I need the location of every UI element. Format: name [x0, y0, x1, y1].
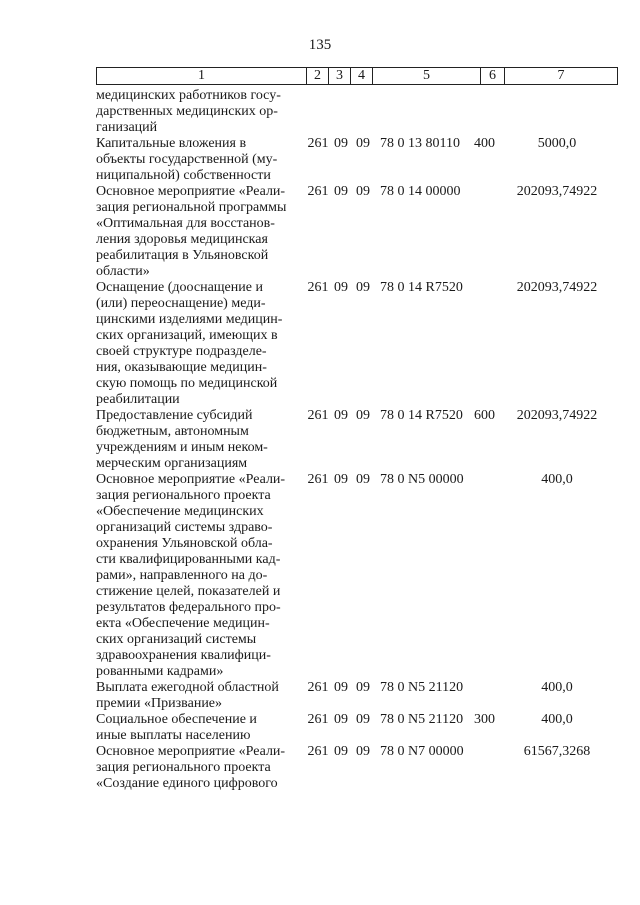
- row-section: [330, 88, 352, 136]
- page-number: 135: [308, 37, 332, 53]
- row-name: Предоставление субсидий бюджетным, автономным учреждениям и иным неком- мерческим организациям: [96, 408, 268, 471]
- column-header-4: 4: [351, 68, 373, 84]
- table-body: [96, 88, 618, 792]
- row-amount: 400,0: [541, 680, 573, 695]
- row-subsection: 09: [356, 680, 370, 695]
- column-header-5: 5: [373, 68, 481, 84]
- row-target-article: 78 0 N5 21120: [380, 712, 464, 727]
- row-name: Оснащение (дооснащение и (или) переоснащение) меди- цинскими изделиями медицин- ских организаций, имеющих в своей структуре подразделе- ния, оказывающие медицин- скую помощь по медицинской реабилитации: [96, 280, 283, 407]
- table-row: [96, 712, 618, 744]
- row-amount: 5000,0: [537, 136, 577, 151]
- row-target-article: 78 0 N5 00000: [380, 472, 464, 487]
- row-ministry-code: 261: [307, 680, 329, 695]
- row-expense-type: 600: [474, 408, 495, 423]
- row-section: 09: [334, 744, 348, 759]
- row-name: Выплата ежегодной областной премии «Призвание»: [96, 680, 279, 711]
- row-expense-type: 300: [474, 712, 495, 727]
- row-expense-type: [474, 680, 496, 712]
- row-name: медицинских работников госу- дарственных медицинских ор- ганизаций: [96, 88, 281, 135]
- row-subsection: 09: [356, 136, 370, 151]
- table-row: [96, 136, 618, 184]
- row-name: Основное мероприятие «Реали- зация регионального проекта «Создание единого цифрового: [96, 744, 286, 791]
- row-expense-type: [474, 184, 496, 280]
- row-subsection: [352, 88, 374, 136]
- row-amount: 400,0: [541, 712, 573, 727]
- row-ministry-code: 261: [307, 136, 329, 151]
- row-section: 09: [334, 408, 348, 423]
- row-subsection: 09: [356, 184, 370, 199]
- row-amount: 202093,74922: [516, 184, 598, 199]
- row-target-article: 78 0 N5 21120: [380, 680, 464, 695]
- column-header-2: 2: [307, 68, 329, 84]
- row-expense-type: [474, 280, 496, 408]
- row-amount: 202093,74922: [516, 280, 598, 295]
- row-target-article: 78 0 14 R7520: [380, 408, 463, 423]
- table-header: [96, 67, 618, 85]
- row-ministry-code: 261: [307, 184, 329, 199]
- row-ministry-code: 261: [307, 712, 329, 727]
- row-amount: [496, 88, 618, 136]
- row-ministry-code: 261: [307, 744, 329, 759]
- table-row: [96, 280, 618, 408]
- row-expense-type: [474, 88, 496, 136]
- row-target-article: 78 0 14 R7520: [380, 280, 463, 295]
- row-amount: 400,0: [541, 472, 573, 487]
- row-subsection: 09: [356, 712, 370, 727]
- row-name: Социальное обеспечение и иные выплаты населению: [96, 712, 257, 743]
- row-section: 09: [334, 472, 348, 487]
- row-target-article: 78 0 N7 00000: [380, 744, 464, 759]
- row-expense-type: 400: [474, 136, 495, 151]
- table-row: [96, 408, 618, 472]
- row-subsection: 09: [356, 408, 370, 423]
- row-ministry-code: 261: [307, 472, 329, 487]
- row-target-article: 78 0 13 80110: [380, 136, 460, 151]
- row-section: 09: [334, 680, 348, 695]
- row-amount: 202093,74922: [516, 408, 598, 423]
- row-name: Основное мероприятие «Реали- зация регионального проекта «Обеспечение медицинских организаций системы здраво- охранения Ульяновской обла- сти квалифицированными кад- рами», направленного на до- стижение целей, показателей и результатов федерального про- екта «Обеспечение медицин- ских организаций системы здравоохранения квалифици- рованными кадрами»: [96, 472, 286, 679]
- column-header-7: 7: [557, 68, 565, 83]
- column-header-3: 3: [329, 68, 351, 84]
- row-subsection: 09: [356, 472, 370, 487]
- row-expense-type: [474, 744, 496, 792]
- row-subsection: 09: [356, 744, 370, 759]
- column-header-6: 6: [481, 68, 505, 84]
- row-ministry-code: 261: [307, 408, 329, 423]
- row-section: 09: [334, 184, 348, 199]
- row-ministry-code: 261: [307, 280, 329, 295]
- row-section: 09: [334, 136, 348, 151]
- row-name: Капитальные вложения в объекты государственной (му- ниципальной) собственности: [96, 136, 278, 183]
- table-row: [96, 184, 618, 280]
- table-row: [96, 472, 618, 680]
- row-target-article: [374, 88, 474, 136]
- row-expense-type: [474, 472, 496, 680]
- row-name: Основное мероприятие «Реали- зация региональной программы «Оптимальная для восстанов- ления здоровья медицинская реабилитация в Ульяновской области»: [96, 184, 287, 279]
- row-target-article: 78 0 14 00000: [380, 184, 461, 199]
- table-row: [96, 88, 618, 136]
- row-ministry-code: [306, 88, 330, 136]
- column-header-1: 1: [97, 68, 307, 84]
- row-section: 09: [334, 712, 348, 727]
- table-row: [96, 680, 618, 712]
- row-amount: 61567,3268: [523, 744, 591, 759]
- table-row: [96, 744, 618, 792]
- row-subsection: 09: [356, 280, 370, 295]
- row-section: 09: [334, 280, 348, 295]
